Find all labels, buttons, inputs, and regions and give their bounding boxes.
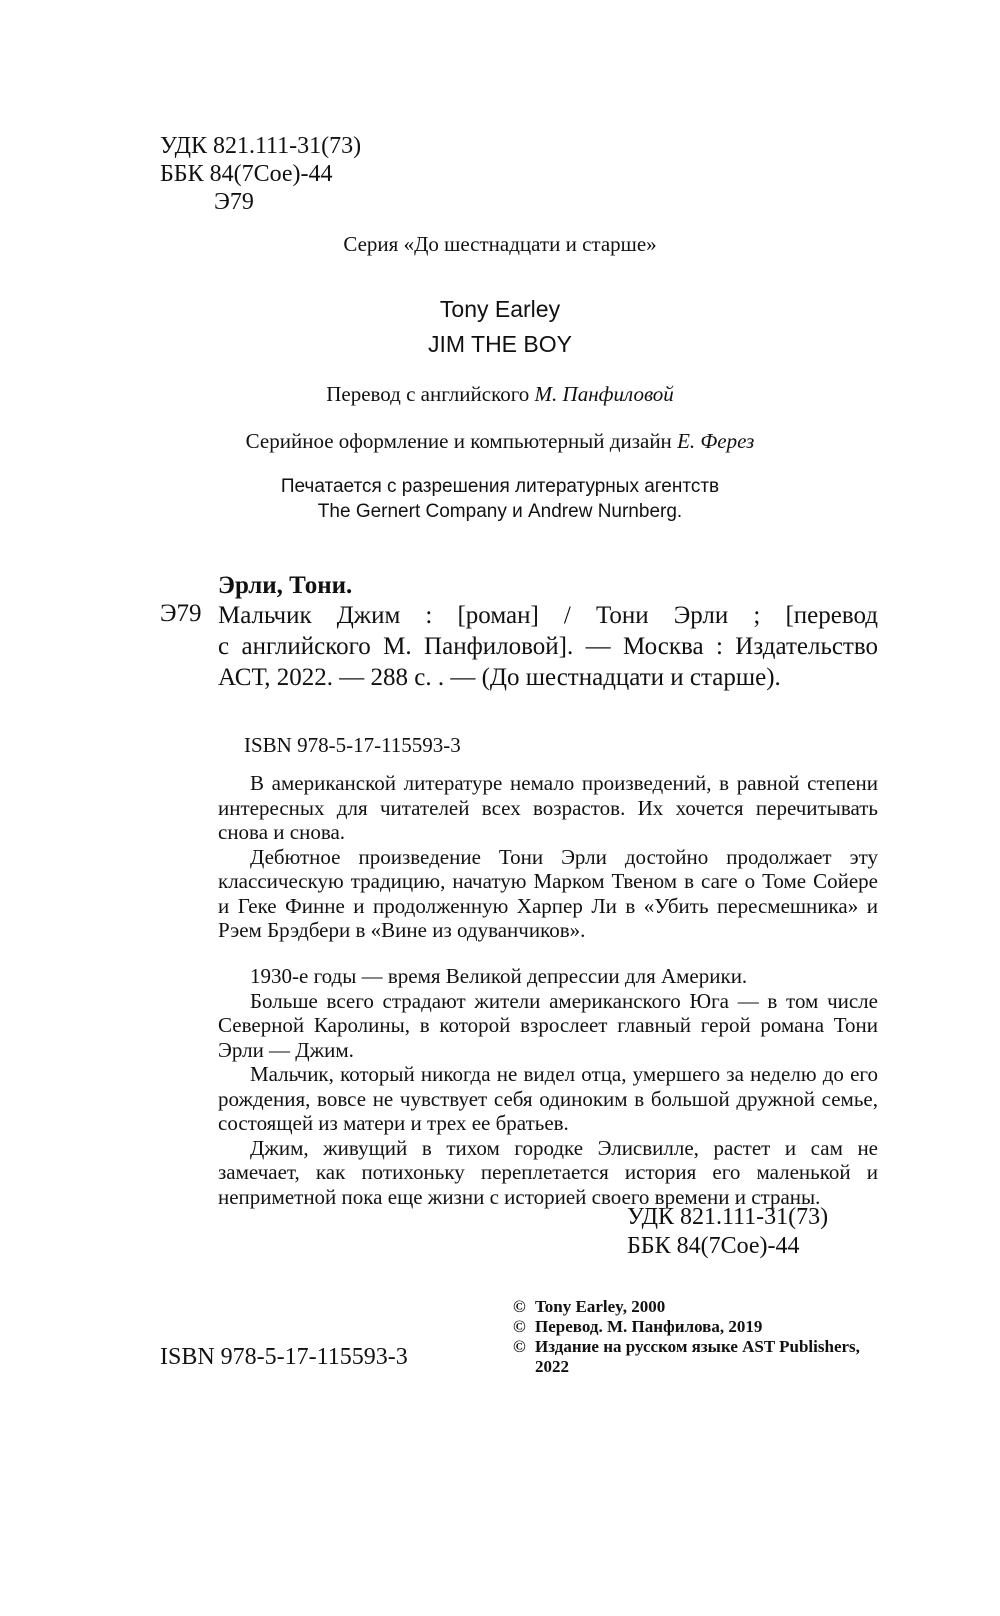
copyright-row — [513, 1317, 893, 1337]
copyright-row — [513, 1337, 893, 1377]
annotation-paragraph: В американской литературе немало произведений, в равной степени интересных для читателей всех возрастов. Их хочется перечитывать снова и снова. — [218, 771, 878, 844]
catalog-description-rest: с английского М. Панфиловой]. — Москва : Издательство АСТ, 2022. — 288 с. . — (До шестнадцати и старше). — [218, 633, 878, 691]
copyright-text: Издание на русском языке AST Publishers, 2022 — [535, 1337, 860, 1376]
annotation-paragraph: Дебютное произведение Тони Эрли достойно продолжает эту классическую традицию, начатую Марком Твеном в саге о Томе Сойере и Геке Финне и продолженную Харпер Ли в «Убить пересмешника» и Рэем Брэдбери в «Вине из одуванчиков». — [218, 844, 878, 942]
series-title: Серия «До шестнадцати и старше» — [343, 232, 657, 256]
permission-block — [0, 474, 1000, 524]
copyright-symbol: © — [513, 1317, 526, 1336]
permission-line-1: Печатается с разрешения литературных агентств — [280, 476, 720, 497]
catalog-mark: Э79 — [160, 600, 202, 627]
copyright-text: Перевод. М. Панфилова, 2019 — [535, 1317, 763, 1336]
designer-name: Е. Ферез — [677, 429, 755, 453]
annotation-paragraph: Мальчик, который никогда не видел отца, умершего за неделю до его рождения, вовсе не чувствует себя одиноким в большой дружной семье, состоящей из матери и трех ее братьев. — [218, 1062, 878, 1135]
annotation-paragraph: Больше всего страдают жители американского Юга — в том числе Северной Каролины, в которой взрослеет главный герой романа Тони Эрли — Джим. — [218, 988, 878, 1062]
permission-line-2: The Gernert Company и Andrew Nurnberg. — [317, 501, 683, 522]
translation-label: Перевод с английского — [326, 382, 535, 406]
bbk-top: ББК 84(7Сое)-44 — [160, 161, 333, 187]
copyright-symbol: © — [513, 1297, 526, 1316]
translation-line — [0, 382, 1000, 407]
catalog-description-line-1: Мальчик Джим : [роман] / Тони Эрли ; [перевод — [218, 602, 878, 629]
design-label: Серийное оформление и компьютерный дизайн — [245, 429, 678, 453]
original-title: JIM THE BOY — [428, 331, 572, 357]
annotation-block-2 — [218, 964, 878, 1209]
isbn-footer: ISBN 978-5-17-115593-3 — [160, 1344, 408, 1370]
catalog-author-heading: Эрли, Тони. — [218, 572, 353, 599]
udk-top: УДК 821.111-31(73) — [160, 133, 362, 159]
original-author: Tony Earley — [439, 296, 561, 322]
annotation-paragraph: 1930-е годы — время Великой депрессии для Америки. — [250, 964, 748, 988]
udk-bottom: УДК 821.111-31(73) — [627, 1204, 829, 1230]
design-line — [0, 429, 1000, 454]
catalog-description — [218, 600, 878, 693]
copyright-text: Tony Earley, 2000 — [535, 1297, 666, 1316]
copyright-row — [513, 1297, 893, 1317]
copyright-symbol: © — [513, 1337, 526, 1356]
annotation-paragraph: Джим, живущий в тихом городке Элисвилле, растет и сам не замечает, как потихоньку переплетается история его маленькой и неприметной пока еще жизни с историей своего времени и страны. — [218, 1135, 878, 1209]
translator-name: М. Панфиловой — [534, 382, 674, 406]
copyright-block — [513, 1297, 893, 1377]
annotation-block-1 — [218, 771, 878, 943]
author-mark-top: Э79 — [214, 189, 254, 215]
catalog-isbn: ISBN 978-5-17-115593-3 — [244, 733, 461, 757]
bbk-bottom: ББК 84(7Сое)-44 — [627, 1233, 800, 1259]
